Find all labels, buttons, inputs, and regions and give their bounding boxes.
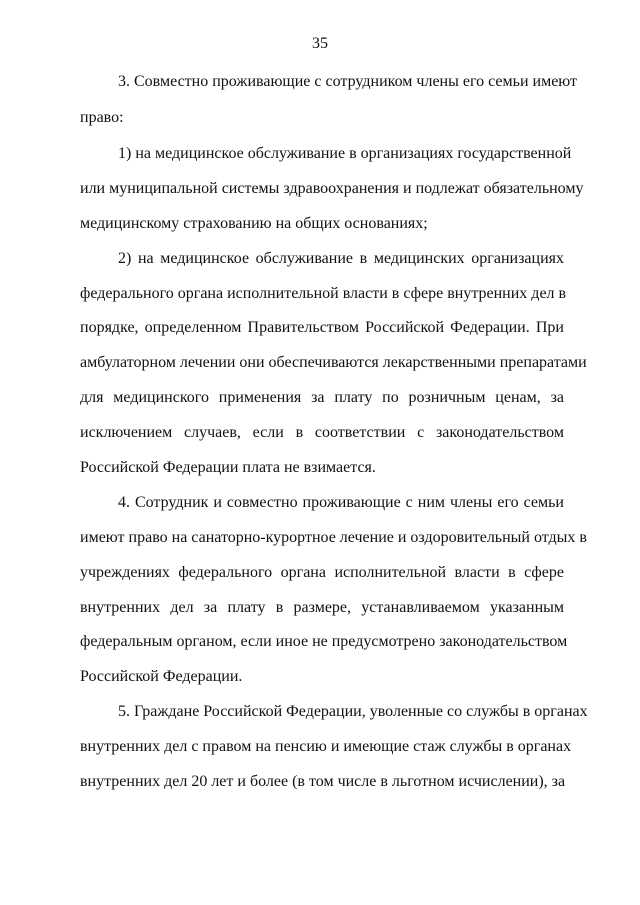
text-line: исключением случаев, если в соответствии с законодательством (80, 424, 564, 441)
text-line: медицинскому страхованию на общих основаниях; (80, 215, 428, 232)
page-number: 35 (312, 35, 328, 52)
text-line: 2) на медицинское обслуживание в медицинских организациях (118, 250, 564, 267)
text-line: для медицинского применения за плату по розничным ценам, за (80, 389, 564, 406)
text-line: Российской Федерации плата не взимается. (80, 459, 376, 476)
text-line: 5. Граждане Российской Федерации, уволенные со службы в органах (118, 703, 588, 720)
text-line: федерального органа исполнительной власти в сфере внутренних дел в (80, 285, 567, 302)
text-line: внутренних дел 20 лет и более (в том числе в льготном исчислении), за (80, 773, 566, 790)
text-line: право: (80, 109, 124, 126)
text-line: или муниципальной системы здравоохранения и подлежат обязательному (80, 180, 584, 197)
text-line: внутренних дел за плату в размере, устанавливаемом указанным (80, 599, 564, 616)
text-line: амбулаторном лечении они обеспечиваются лекарственными препаратами (80, 354, 587, 371)
text-line: 3. Совместно проживающие с сотрудником члены его семьи имеют (118, 73, 578, 90)
text-line: 1) на медицинское обслуживание в организациях государственной (118, 145, 572, 162)
text-line: федеральным органом, если иное не предусмотрено законодательством (80, 633, 568, 650)
text-line: порядке, определенном Правительством Российской Федерации. При (80, 319, 564, 336)
text-line: внутренних дел с правом на пенсию и имеющие стаж службы в органах (80, 738, 572, 755)
text-line: имеют право на санаторно-курортное лечение и оздоровительный отдых в (80, 529, 587, 546)
text-line: 4. Сотрудник и совместно проживающие с ним члены его семьи (118, 494, 564, 511)
text-line: Российской Федерации. (80, 668, 243, 685)
text-line: учреждениях федерального органа исполнительной власти в сфере (80, 564, 564, 581)
